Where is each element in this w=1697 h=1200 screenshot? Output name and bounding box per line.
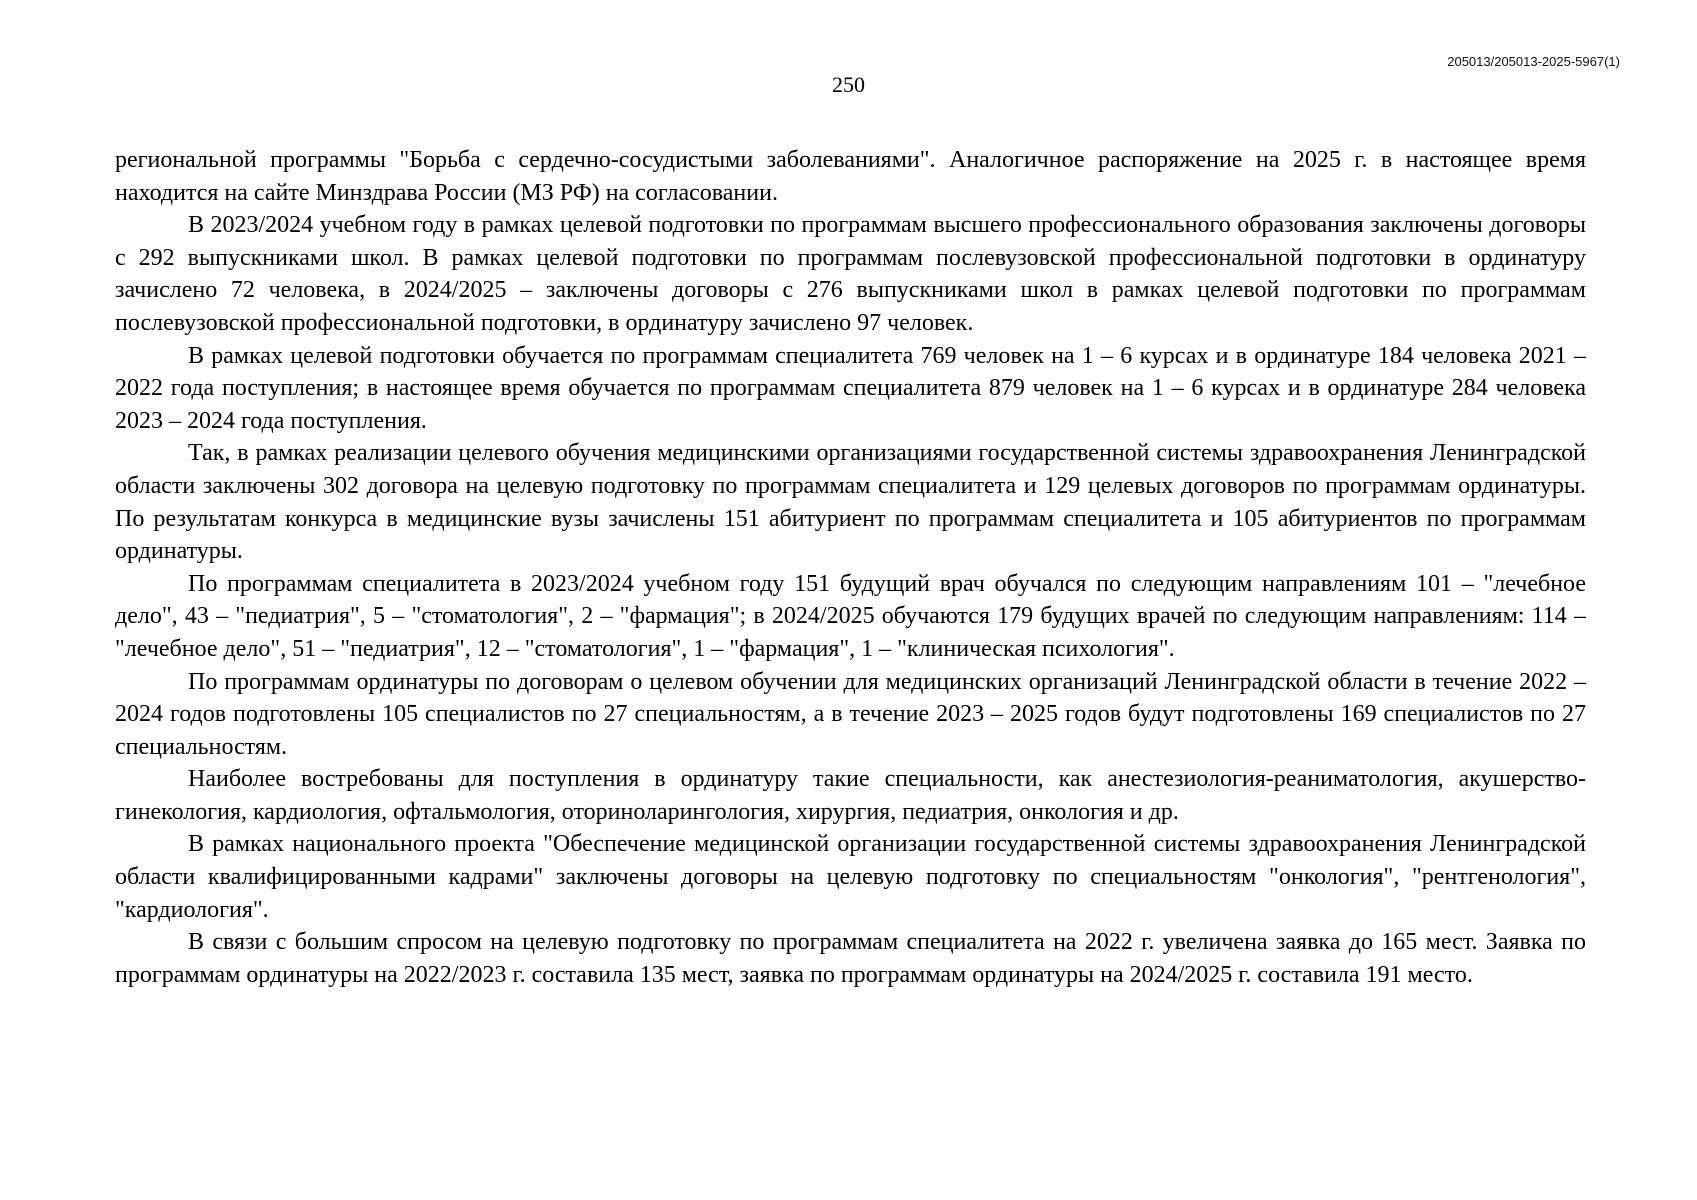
paragraph: По программам специалитета в 2023/2024 учебном году 151 будущий врач обучался по следующим направлениям 101 – "лечебное дело", 43 – "педиатрия", 5 – "стоматология", 2 – "фармация"; в 2024/2025 обучаются 179 будущих врачей по следующим направлениям: 114 – "лечебное дело", 51 – "педиатрия", 12 – "стоматология", 1 – "фармация", 1 – "клиническая психология". bbox=[115, 570, 1586, 662]
document-body bbox=[115, 144, 1586, 991]
paragraph-continuation: региональной программы "Борьба с сердечно-сосудистыми заболеваниями". Аналогичное распоряжение на 2025 г. в настоящее время находится на сайте Минздрава России (МЗ РФ) на согласовании. bbox=[115, 147, 1586, 206]
paragraph: По программам ординатуры по договорам о целевом обучении для медицинских организаций Ленинградской области в течение 2022 – 2024 годов подготовлены 105 специалистов по 27 специальностям, а в течение 2023 – 2025 годов будут подготовлены 169 специалистов по 27 специальностям. bbox=[115, 668, 1586, 760]
paragraph: Так, в рамках реализации целевого обучения медицинскими организациями государственной системы здравоохранения Ленинградской области заключены 302 договора на целевую подготовку по программам специалитета и 129 целевых договоров по программам ординатуры. По результатам конкурса в медицинские вузы зачислены 151 абитуриент по программам специалитета и 105 абитуриентов по программам ординатуры. bbox=[115, 440, 1586, 565]
paragraph: В рамках национального проекта "Обеспечение медицинской организации государственной системы здравоохранения Ленинградской области квалифицированными кадрами" заключены договоры на целевую подготовку по специальностям "онкология", "рентгенология", "кардиология". bbox=[115, 831, 1586, 923]
paragraph: В связи с большим спросом на целевую подготовку по программам специалитета на 2022 г. увеличена заявка до 165 мест. Заявка по программам ординатуры на 2022/2023 г. составила 135 мест, заявка по программам ординатуры на 2024/2025 г. составила 191 место. bbox=[115, 929, 1586, 988]
paragraph: Наиболее востребованы для поступления в ординатуру такие специальности, как анестезиология-реаниматология, акушерство-гинекология, кардиология, офтальмология, оториноларингология, хирургия, педиатрия, онкология и др. bbox=[115, 766, 1586, 825]
paragraph: В 2023/2024 учебном году в рамках целевой подготовки по программам высшего профессионального образования заключены договоры с 292 выпускниками школ. В рамках целевой подготовки по программам послевузовской профессиональной подготовки в ординатуру зачислено 72 человека, в 2024/2025 – заключены договоры с 276 выпускниками школ в рамках целевой подготовки по программам послевузовской профессиональной подготовки, в ординатуру зачислено 97 человек. bbox=[115, 212, 1586, 336]
page-number: 250 bbox=[832, 72, 865, 97]
paragraph: В рамках целевой подготовки обучается по программам специалитета 769 человек на 1 – 6 курсах и в ординатуре 184 человека 2021 – 2022 года поступления; в настоящее время обучается по программам специалитета 879 человек на 1 – 6 курсах и в ординатуре 284 человека 2023 – 2024 года поступления. bbox=[115, 342, 1586, 434]
document-id: 205013/205013-2025-5967(1) bbox=[1447, 54, 1620, 69]
